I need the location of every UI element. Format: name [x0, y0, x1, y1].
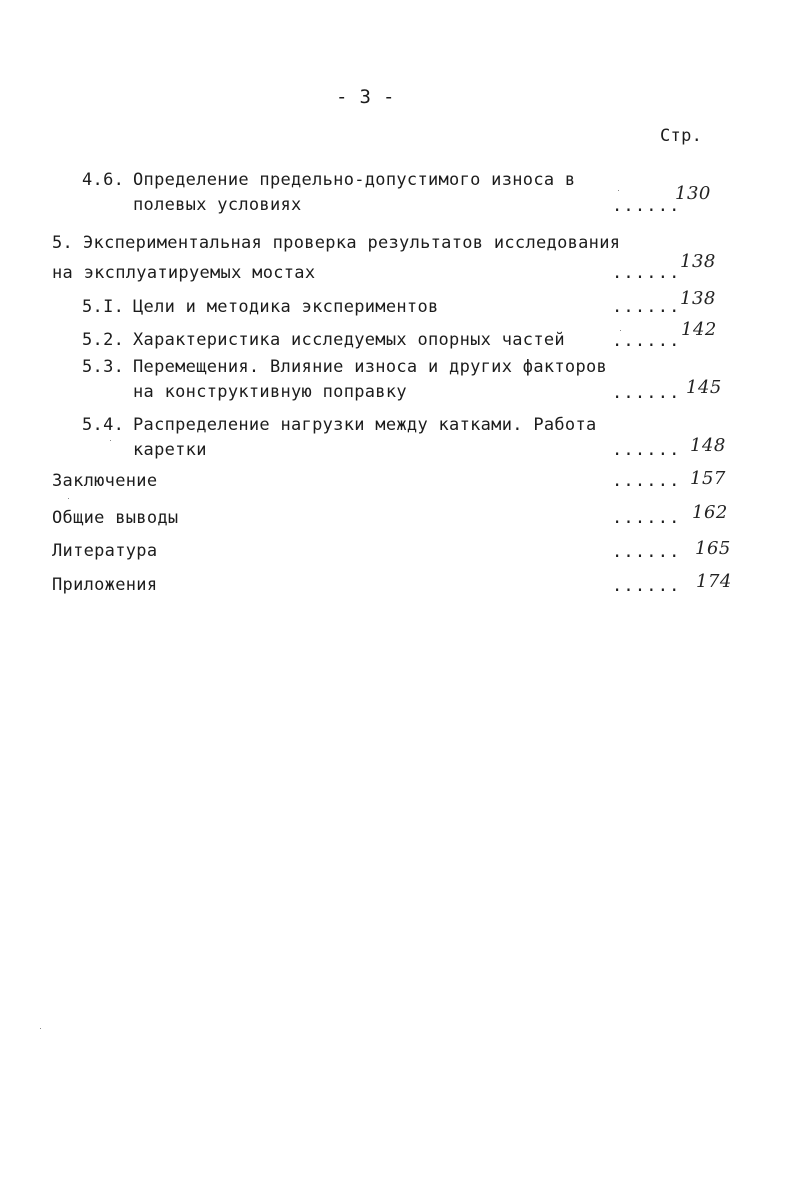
toc-leader-dots: ......: [612, 331, 681, 351]
toc-page-number: 157: [690, 468, 726, 489]
toc-entry-title-line: Приложения: [52, 575, 158, 595]
toc-page-number: 162: [692, 502, 728, 523]
toc-leader-dots: ......: [612, 263, 681, 283]
toc-entry-title-line: Цели и методика экспериментов: [133, 297, 439, 317]
toc-page-number: 145: [686, 377, 722, 398]
toc-entry-title-line: Перемещения. Влияние износа и других факторов: [133, 357, 608, 377]
toc-entry-number: 5.4.: [82, 415, 125, 435]
toc-entry-number: 5.3.: [82, 357, 125, 377]
toc-page-number: 148: [690, 435, 726, 456]
toc-leader-dots: ......: [612, 508, 681, 528]
page-column-label: Стр.: [660, 126, 703, 146]
toc-entry-title-line: на эксплуатируемых мостах: [52, 263, 316, 283]
toc-leader-dots: ......: [612, 471, 681, 491]
toc-leader-dots: ......: [612, 297, 681, 317]
scan-speck: [40, 1028, 41, 1029]
page-number: - 3 -: [336, 86, 395, 108]
toc-entry-number: 4.6.: [82, 170, 125, 190]
toc-entry-title-line: каретки: [133, 440, 207, 460]
toc-page-number: 130: [675, 183, 711, 204]
toc-leader-dots: ......: [612, 196, 681, 216]
toc-page-number: 138: [680, 288, 716, 309]
toc-page-number: 174: [696, 571, 732, 592]
scan-speck: [618, 190, 619, 191]
toc-entry-title-line: Характеристика исследуемых опорных частей: [133, 330, 565, 350]
toc-page-number: 165: [695, 538, 731, 559]
toc-entry-number: 5.2.: [82, 330, 125, 350]
toc-page-number: 138: [680, 251, 716, 272]
toc-leader-dots: ......: [612, 440, 681, 460]
scan-speck: [68, 498, 69, 499]
toc-leader-dots: ......: [612, 383, 681, 403]
toc-entry-title-line: Экспериментальная проверка результатов исследования: [83, 233, 621, 253]
scan-speck: [110, 440, 111, 441]
toc-entry-title-line: на конструктивную поправку: [133, 382, 407, 402]
toc-page-number: 142: [681, 319, 717, 340]
toc-entry-title-line: полевых условиях: [133, 195, 302, 215]
toc-entry-title-line: Общие выводы: [52, 508, 179, 528]
scan-speck: [620, 330, 621, 331]
toc-entry-number: 5.I.: [82, 297, 125, 317]
toc-entry-number: 5.: [52, 233, 74, 253]
toc-leader-dots: ......: [612, 542, 681, 562]
toc-entry-title-line: Определение предельно-допустимого износа в: [133, 170, 576, 190]
toc-entry-title-line: Литература: [52, 541, 158, 561]
toc-entry-title-line: Заключение: [52, 471, 158, 491]
toc-entry-title-line: Распределение нагрузки между катками. Работа: [133, 415, 597, 435]
toc-leader-dots: ......: [612, 576, 681, 596]
